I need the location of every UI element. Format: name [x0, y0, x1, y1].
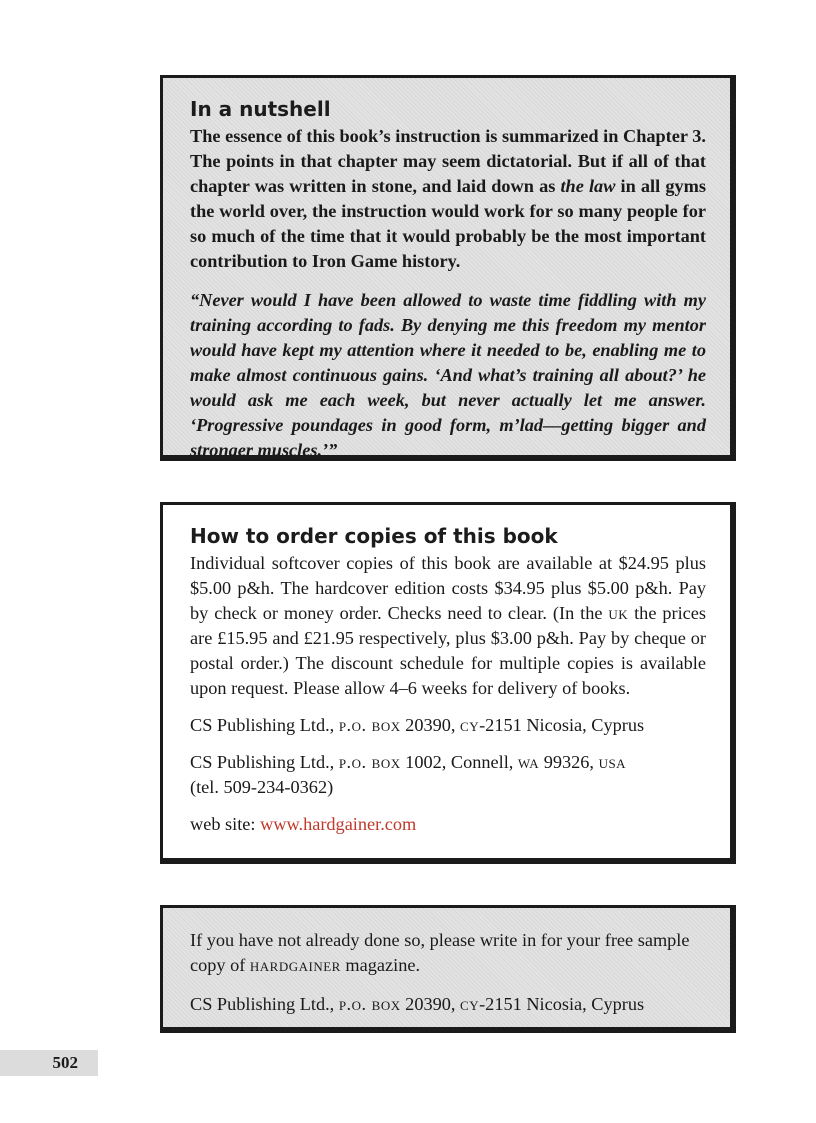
order-text-a: Individual softcover copies of this book are available at $24.95 plus $5.00 p&h. The hardcover edition costs $34.95 plus $5.00 p&h. Pay by check or money order. Checks need to clear. (In the — [190, 553, 706, 623]
sample-addr-name: CS Publishing Ltd., — [190, 994, 339, 1014]
sample-address — [190, 992, 706, 1017]
addr2-number: 1002, Connell, — [400, 752, 518, 772]
nutshell-paragraph — [190, 124, 706, 274]
in-a-nutshell-box — [160, 75, 736, 461]
sample-addr-pobox: p.o. box — [338, 994, 401, 1014]
sample-addr-number: 20390, — [400, 994, 461, 1014]
nutshell-text-emphasis: the law — [560, 176, 616, 196]
order-address-cyprus — [190, 713, 706, 738]
nutshell-text-a: The essence of this book’s instruction is summarized in Chapter 3. The points in that chapter may seem dictatorial. But if all of that chapter was written in stone, and laid down as — [190, 126, 706, 196]
page-number: 502 — [0, 1050, 98, 1076]
order-heading: How to order copies of this book — [190, 524, 558, 548]
order-address-usa — [190, 750, 706, 775]
order-paragraph — [190, 551, 706, 701]
sample-magazine-name: hardgainer — [249, 955, 341, 975]
sample-paragraph — [190, 928, 706, 978]
website-link[interactable]: www.hardgainer.com — [260, 814, 417, 834]
addr1-name: CS Publishing Ltd., — [190, 715, 339, 735]
addr2-name: CS Publishing Ltd., — [190, 752, 339, 772]
sample-text-a: If you have not already done so, please write in for your free sample copy of — [190, 930, 690, 975]
addr1-pobox: p.o. box — [338, 715, 401, 735]
addr1-city: -2151 Nicosia, Cyprus — [479, 715, 645, 735]
order-uk: uk — [608, 603, 629, 623]
addr1-country-code: cy — [460, 715, 480, 735]
addr2-state: wa — [517, 752, 540, 772]
sample-addr-city: -2151 Nicosia, Cyprus — [479, 994, 645, 1014]
website-label: web site: — [190, 814, 261, 834]
sample-addr-country-code: cy — [460, 994, 480, 1014]
nutshell-text-b: in all gyms the world over, the instruction would work for so many people for so much of the time that it would probably be the most important contribution to Iron Game history. — [190, 176, 706, 271]
order-website — [190, 812, 706, 837]
addr2-pobox: p.o. box — [338, 752, 401, 772]
nutshell-heading: In a nutshell — [190, 97, 331, 121]
sample-text-b: magazine. — [340, 955, 421, 975]
addr2-zip: 99326, — [539, 752, 599, 772]
order-copies-box — [160, 502, 736, 864]
nutshell-quote: “Never would I have been allowed to waste time fiddling with my training according to fads. By denying me this freedom my mentor would have kept my attention where it needed to be, enabling me to make almost continuous gains. ‘And what’s training all about?’ he would ask me each week, but never actually let me answer. ‘Progressive poundages in good form, m’lad—getting bigger and stronger muscles.’” — [190, 290, 706, 460]
order-text-b: the prices are £15.95 and £21.95 respectively, plus $3.00 p&h. Pay by cheque or postal order.) The discount schedule for multiple copies is available upon request. Please allow 4–6 weeks for delivery of books. — [190, 603, 707, 698]
addr1-number: 20390, — [400, 715, 461, 735]
addr2-country: usa — [598, 752, 627, 772]
free-sample-box — [160, 905, 736, 1033]
order-telephone: (tel. 509-234-0362) — [190, 777, 334, 797]
